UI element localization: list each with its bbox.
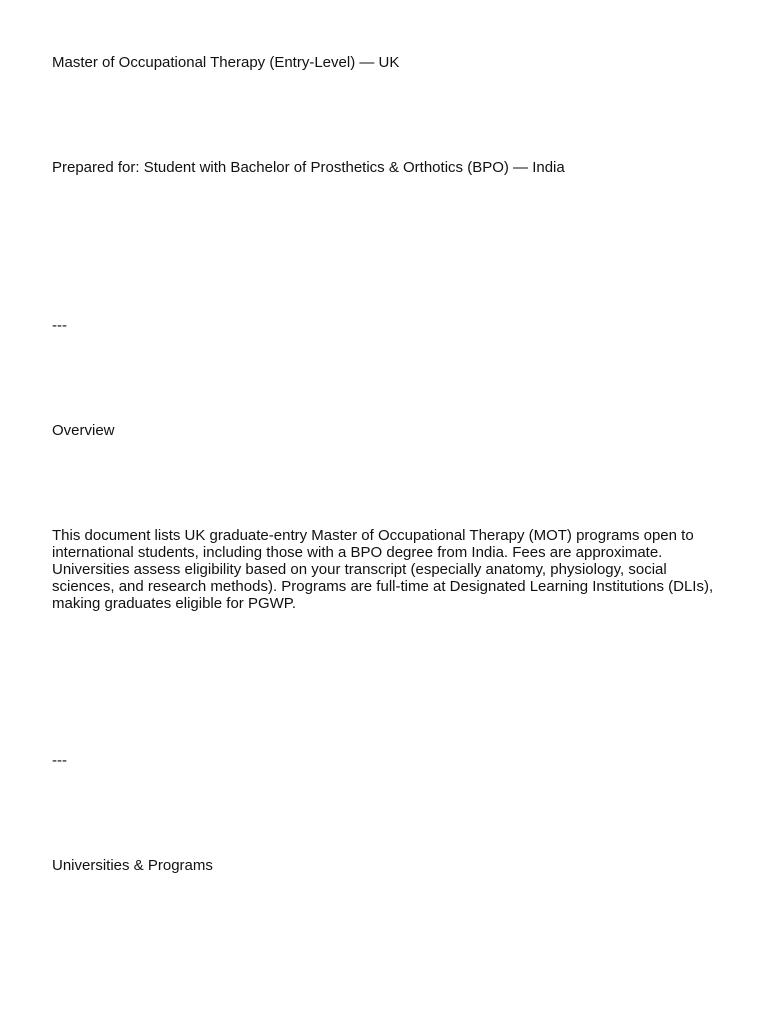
overview-heading: Overview [52, 422, 115, 439]
section-separator: --- [52, 752, 67, 769]
prepared-for-text: Prepared for: Student with Bachelor of Prosthetics & Orthotics (BPO) — India [52, 159, 565, 176]
section-separator: --- [52, 317, 67, 334]
universities-programs-heading: Universities & Programs [52, 857, 213, 874]
overview-paragraph: This document lists UK graduate-entry Master of Occupational Therapy (MOT) programs open to international students, including those with a BPO degree from India. Fees are approximate. Universities assess eligibility based on your transcript (especially anatomy, physiology, social sciences, and research methods). Programs are full-time at Designated Learning Institutions (DLIs), making graduates eligible for PGWP. [52, 527, 718, 612]
document-title: Master of Occupational Therapy (Entry-Level) — UK [52, 54, 400, 71]
